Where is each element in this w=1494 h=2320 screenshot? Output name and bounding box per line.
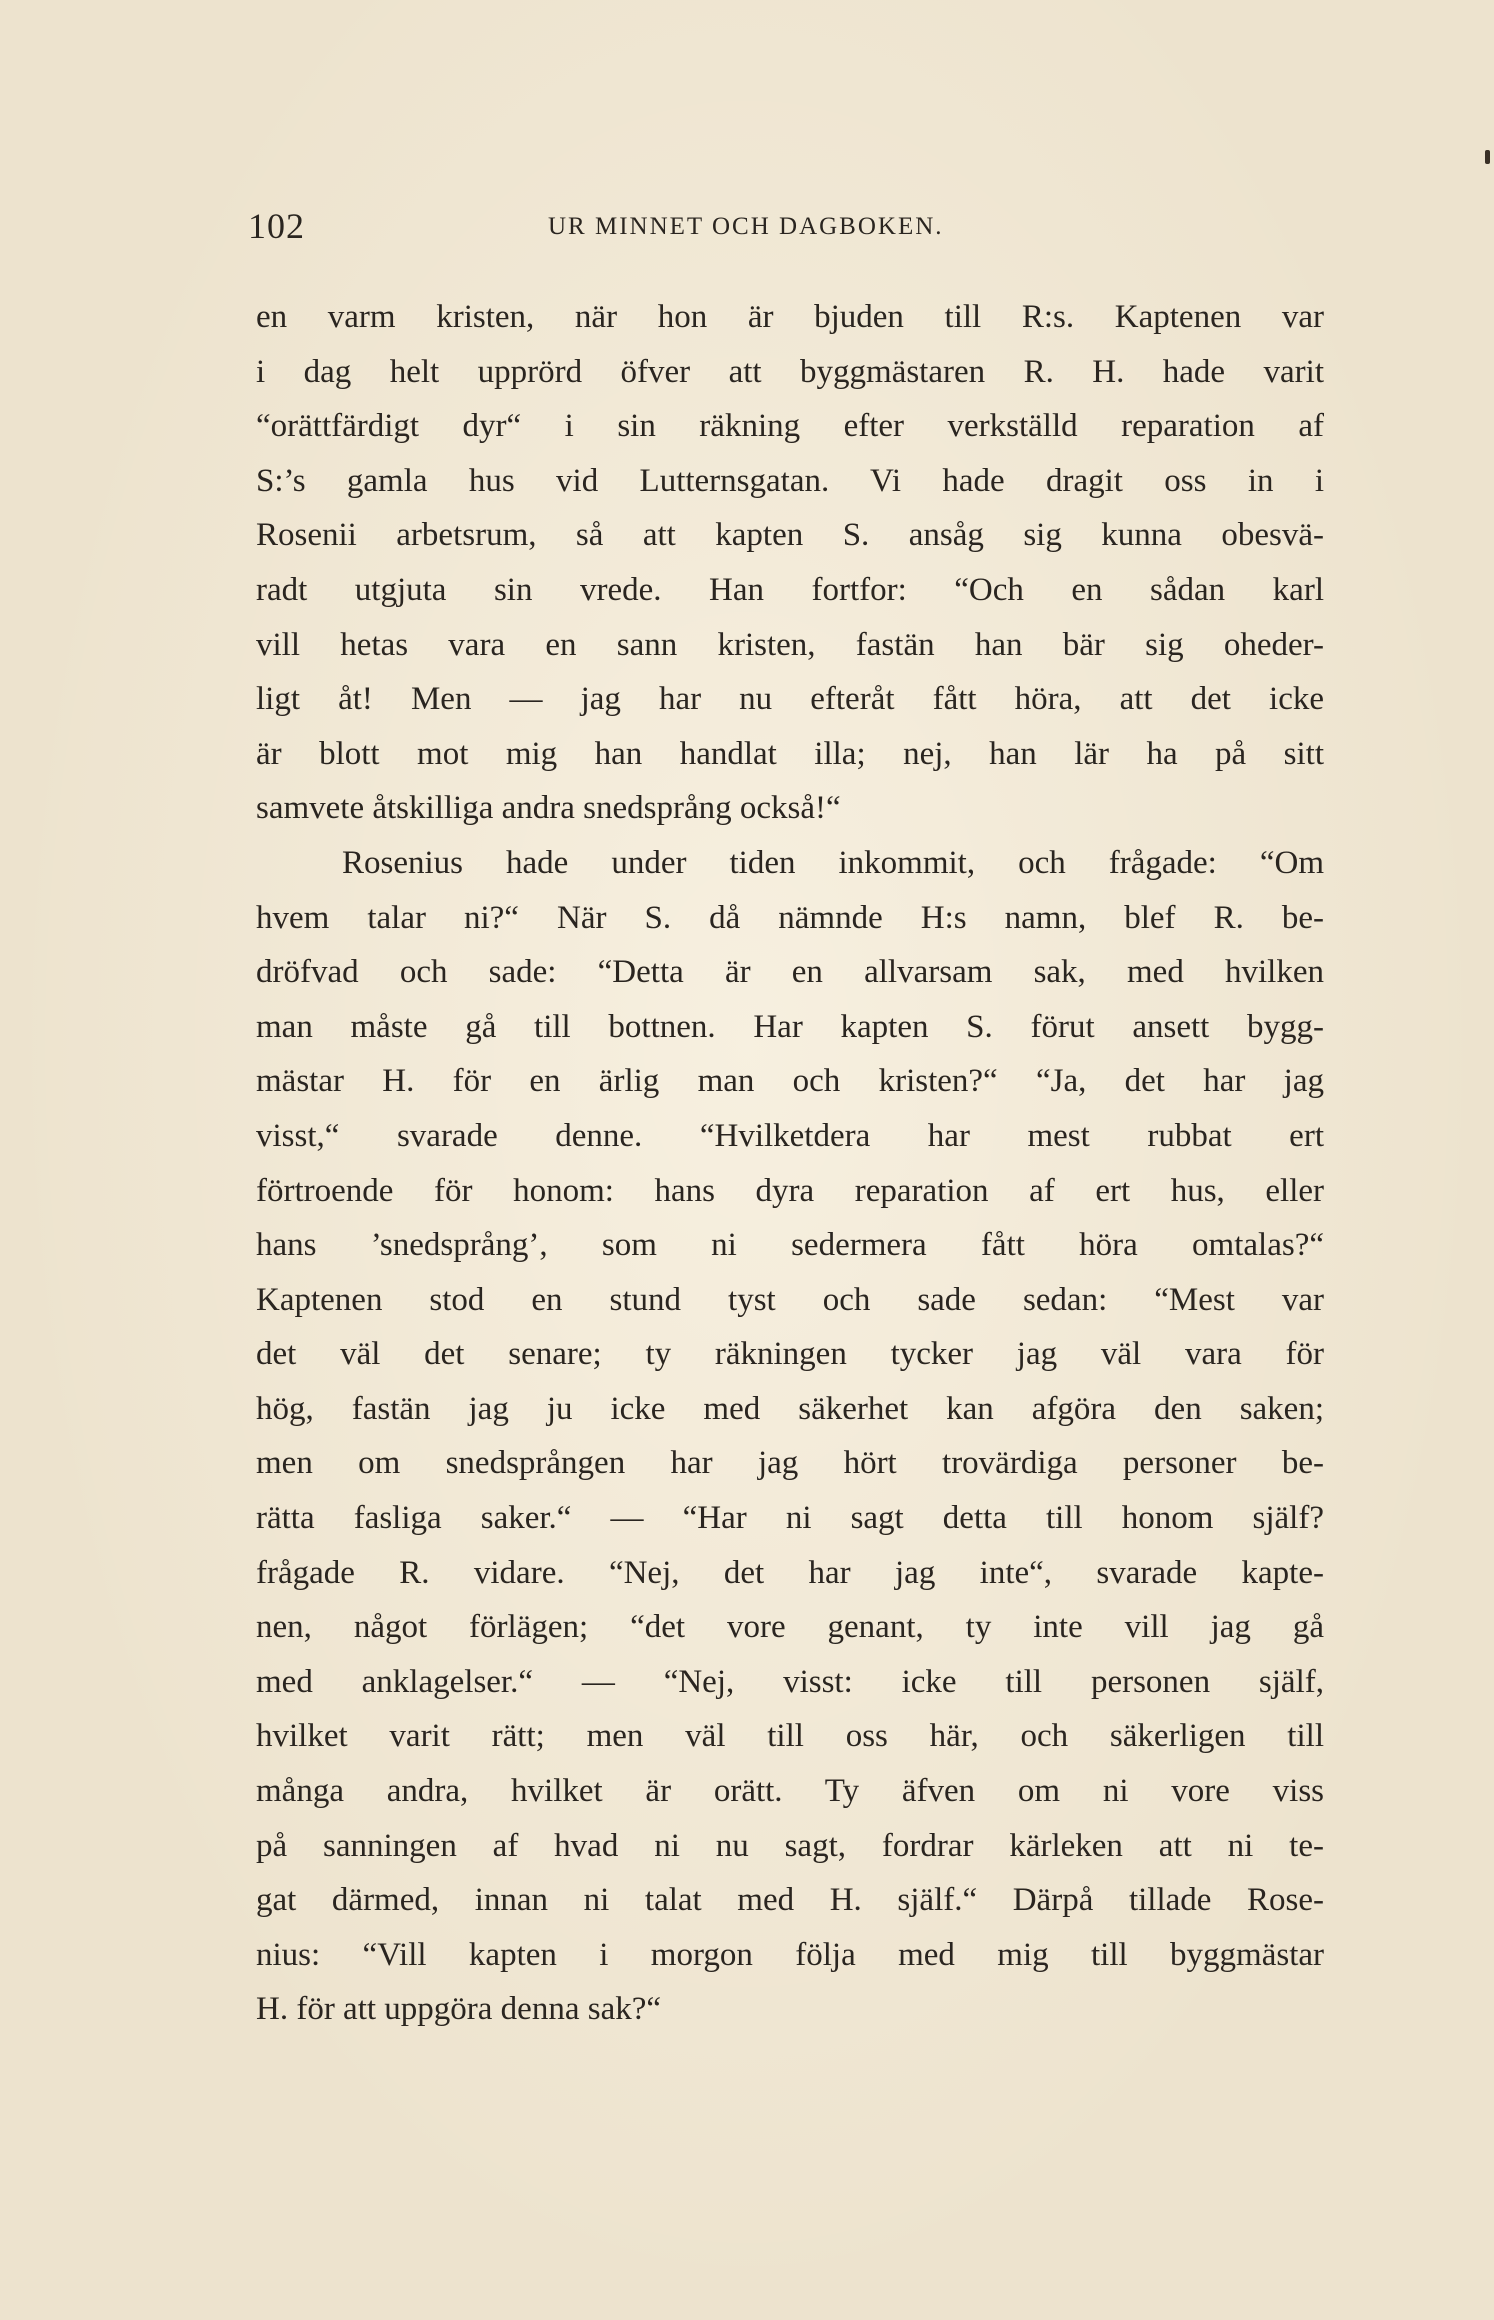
text-line: hans ’snedsprång’, som ni sedermera fått höra omtalas?“ [256, 1227, 1324, 1264]
edge-mark [1485, 150, 1490, 164]
text-line: det väl det senare; ty räkningen tycker jag väl vara för [256, 1336, 1324, 1373]
text-line: förtroende för honom: hans dyra reparation af ert hus, eller [256, 1172, 1324, 1209]
text-line: Kaptenen stod en stund tyst och sade sedan: “Mest var [256, 1281, 1324, 1318]
text-line: i dag helt upprörd öfver att byggmästaren R. H. hade varit [256, 353, 1324, 390]
text-line: är blott mot mig han handlat illa; nej, han lär ha på sitt [256, 735, 1324, 772]
text-line: S:’s gamla hus vid Lutternsgatan. Vi hade dragit oss in i [256, 462, 1324, 499]
text-line: radt utgjuta sin vrede. Han fortfor: “Och en sådan karl [256, 571, 1324, 608]
text-line: rätta fasliga saker.“ — “Har ni sagt detta till honom själf? [256, 1500, 1324, 1537]
text-line: nius: “Vill kapten i morgon följa med mig till byggmästar [256, 1936, 1324, 1973]
body-text [256, 290, 1324, 2037]
text-line: dröfvad och sade: “Detta är en allvarsam sak, med hvilken [256, 954, 1324, 991]
running-title: UR MINNET OCH DAGBOKEN. [548, 213, 944, 240]
text-line: hög, fastän jag ju icke med säkerhet kan afgöra den saken; [256, 1390, 1324, 1427]
text-line: “orättfärdigt dyr“ i sin räkning efter verkställd reparation af [256, 408, 1324, 445]
text-line: vill hetas vara en sann kristen, fastän han bär sig oheder- [256, 626, 1324, 663]
text-line: på sanningen af hvad ni nu sagt, fordrar kärleken att ni te- [256, 1827, 1324, 1864]
text-line: med anklagelser.“ — “Nej, visst: icke till personen själf, [256, 1663, 1324, 1700]
text-line: hvilket varit rätt; men väl till oss här, och säkerligen till [256, 1718, 1324, 1755]
text-line: en varm kristen, när hon är bjuden till R:s. Kaptenen var [256, 299, 1324, 335]
text-line: frågade R. vidare. “Nej, det har jag inte“, svarade kapte- [256, 1554, 1324, 1591]
text-line: visst,“ svarade denne. “Hvilketdera har mest rubbat ert [256, 1117, 1324, 1154]
text-line: mästar H. för en ärlig man och kristen?“ “Ja, det har jag [256, 1063, 1324, 1100]
running-head [248, 205, 1328, 265]
page-number: 102 [248, 206, 305, 246]
text-line: gat därmed, innan ni talat med H. själf.“ Därpå tillade Rose- [256, 1882, 1324, 1919]
text-line: många andra, hvilket är orätt. Ty äfven om ni vore viss [256, 1773, 1324, 1810]
text-line: Rosenius hade under tiden inkommit, och frågade: “Om [342, 844, 1324, 881]
text-line: nen, något förlägen; “det vore genant, ty inte vill jag gå [256, 1609, 1324, 1646]
text-line: men om snedsprången har jag hört trovärdiga personer be- [256, 1445, 1324, 1482]
text-line: hvem talar ni?“ När S. då nämnde H:s namn, blef R. be- [256, 899, 1324, 936]
text-line: Rosenii arbetsrum, så att kapten S. ansåg sig kunna obesvä- [256, 517, 1324, 554]
text-line: H. för att uppgöra denna sak?“ [256, 1991, 662, 2028]
text-line: samvete åtskilliga andra snedsprång också!“ [256, 790, 841, 827]
text-line: ligt åt! Men — jag har nu efteråt fått höra, att det icke [256, 681, 1324, 718]
text-line: man måste gå till bottnen. Har kapten S. förut ansett bygg- [256, 1008, 1324, 1045]
